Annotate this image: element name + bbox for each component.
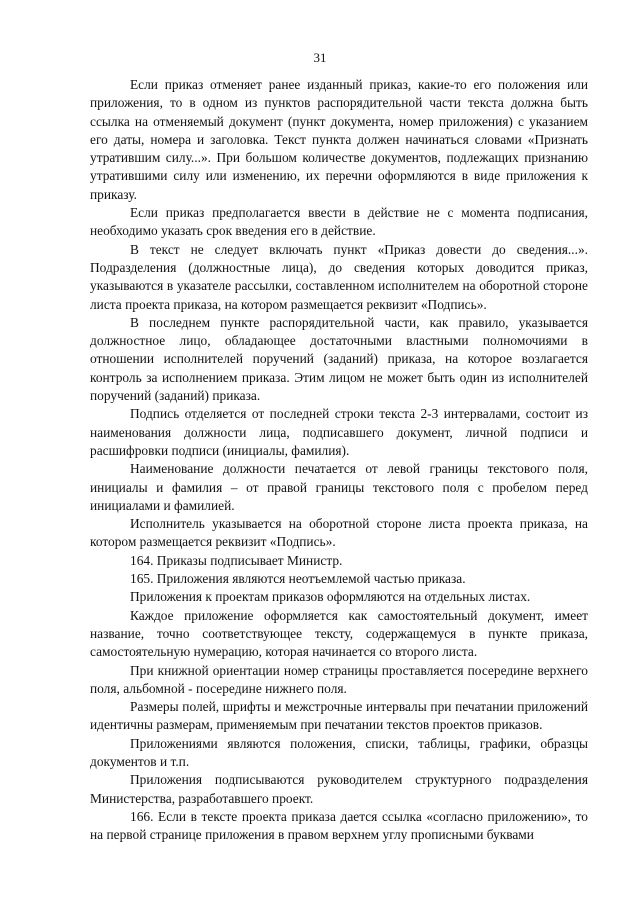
- paragraph-8: 164. Приказы подписывает Министр.: [130, 552, 343, 568]
- document-body: [90, 76, 588, 844]
- paragraph-2: Если приказ предполагается ввести в действие не с момента подписания, необходимо указать срок введения его в действие.: [90, 205, 588, 239]
- paragraph-3: В текст не следует включать пункт «Приказ довести до сведения...». Подразделения (должностные лица), до сведения которых доводится приказ, указываются в указателе рассылки, составленном исполнителем на оборотной стороне листа проекта приказа, на котором размещается реквизит «Подпись».: [90, 241, 588, 312]
- paragraph-10: Приложения к проектам приказов оформляются на отдельных листах.: [130, 589, 531, 605]
- paragraph-12: При книжной ориентации номер страницы проставляется посередине верхнего поля, альбомной - посередине нижнего поля.: [90, 662, 588, 696]
- paragraph-11: Каждое приложение оформляется как самостоятельный документ, имеет название, точно соответствующее тексту, содержащемуся в пункте приказа, самостоятельную нумерацию, которая начинается со второго листа.: [90, 607, 588, 660]
- paragraph-15: Приложения подписываются руководителем структурного подразделения Министерства, разработавшего проект.: [90, 772, 588, 806]
- paragraph-1: Если приказ отменяет ранее изданный приказ, какие-то его положения или приложения, то в одном из пунктов распорядительной части текста должна быть ссылка на отменяемый документ (пункт документа, номер приложения) с указанием его даты, номера и заголовка. Текст пункта должен начинаться словами «Признать утратившим силу...». При большом количестве документов, подлежащих признанию утратившими силу или изменению, их перечни оформляются в виде приложения к приказу.: [90, 77, 588, 202]
- paragraph-6: Наименование должности печатается от левой границы текстового поля, инициалы и фамилия – от правой границы текстового поля с пробелом перед инициалами и фамилией.: [90, 461, 588, 513]
- paragraph-14: Приложениями являются положения, списки, таблицы, графики, образцы документов и т.п.: [90, 735, 588, 769]
- paragraph-16: 166. Если в тексте проекта приказа дается ссылка «согласно приложению», то на первой странице приложения в правом верхнем углу прописными буквами: [90, 808, 588, 843]
- paragraph-13: Размеры полей, шрифты и межстрочные интервалы при печатании приложений идентичны размерам, применяемым при печатании текстов проектов приказов.: [90, 699, 588, 733]
- paragraph-5: Подпись отделяется от последней строки текста 2-3 интервалами, состоит из наименования должности лица, подписавшего документ, личной подписи и расшифровки подписи (инициалы, фамилия).: [90, 406, 588, 458]
- paragraph-9: 165. Приложения являются неотъемлемой частью приказа.: [130, 571, 466, 587]
- paragraph-4: В последнем пункте распорядительной части, как правило, указывается должностное лицо, обладающее достаточными властными полномочиями в отношении исполнителей поручений (заданий) приказа, на которое возлагается контроль за исполнением приказа. Этим лицом не может быть один из исполнителей поручений (заданий) приказа.: [90, 314, 588, 404]
- page-number: 31: [313, 50, 327, 65]
- paragraph-7: Исполнитель указывается на оборотной стороне листа проекта приказа, на котором размещается реквизит «Подпись».: [90, 516, 588, 550]
